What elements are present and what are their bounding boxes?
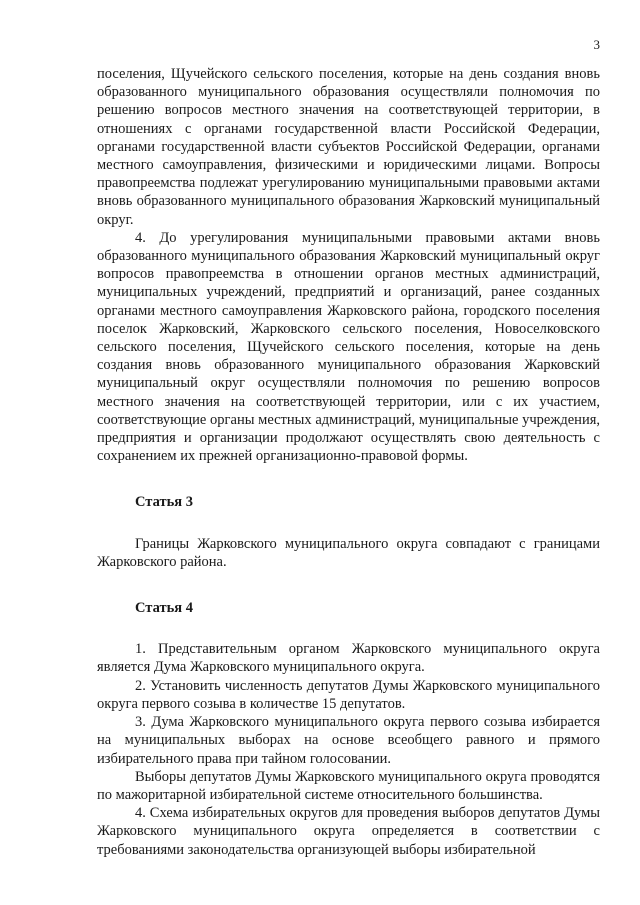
spacer	[97, 617, 600, 640]
spacer	[97, 571, 600, 599]
article-4-paragraph-elections: Выборы депутатов Думы Жарковского муниципального округа проводятся по мажоритарной избирательной системе относительного большинства.	[97, 768, 600, 803]
article-4-paragraph-1: 1. Представительным органом Жарковского муниципального округа является Дума Жарковского муниципального округа.	[97, 641, 600, 676]
spacer	[97, 512, 600, 535]
page-number: 3	[593, 37, 600, 52]
article-4-paragraph-2: 2. Установить численность депутатов Думы Жарковского муниципального округа первого созыва в количестве 15 депутатов.	[97, 677, 600, 712]
paragraph-item-4: 4. До урегулирования муниципальными правовыми актами вновь образованного муниципального образования Жарковский муниципальный округ вопросов правопреемства в отношении органов местных администраций, муниципальных учреждений, предприятий и организаций, ранее созданных органами местного самоуправления Жарковского района, городского поселения поселок Жарковский, Жарковского сельского поселения, Новоселковского сельского поселения, Щучейского сельского поселения, которые на день создания вновь образованного муниципального образования Жарковский муниципальный округ осуществляли полномочия по решению вопросов местного значения на соответствующей территории, или с их участием, соответствующие органы местных администраций, муниципальные учреждения, предприятия и организации продолжают осуществлять свою деятельность с сохранением их прежней организационно-правовой формы.	[97, 229, 600, 465]
article-3-heading: Статья 3	[135, 494, 193, 511]
article-3-text: Границы Жарковского муниципального округа совпадают с границами Жарковского района.	[97, 535, 600, 570]
article-4-heading: Статья 4	[135, 600, 193, 617]
paragraph-continuation: поселения, Щучейского сельского поселения, которые на день создания вновь образованного муниципального образования осуществляли полномочия по решению вопросов местного значения на соответствующей территории, в отношениях с органами государственной власти Российской Федерации, органами государственной власти субъектов Российской Федерации, органами местного самоуправления, физическими и юридическими лицами. Вопросы правопреемства подлежат урегулированию муниципальными правовыми актами вновь образованного муниципального образования Жарковский муниципальный округ.	[97, 66, 600, 228]
article-4-paragraph-4: 4. Схема избирательных округов для проведения выборов депутатов Думы Жарковского муниципального округа определяется в соответствии с требованиями законодательства организующей выборы избирательной	[97, 805, 600, 858]
article-4-paragraph-3: 3. Дума Жарковского муниципального округа первого созыва избирается на муниципальных выборах на основе всеобщего равного и прямого избирательного права при тайном голосовании.	[97, 714, 600, 767]
document-body	[97, 65, 600, 859]
spacer	[97, 465, 600, 493]
